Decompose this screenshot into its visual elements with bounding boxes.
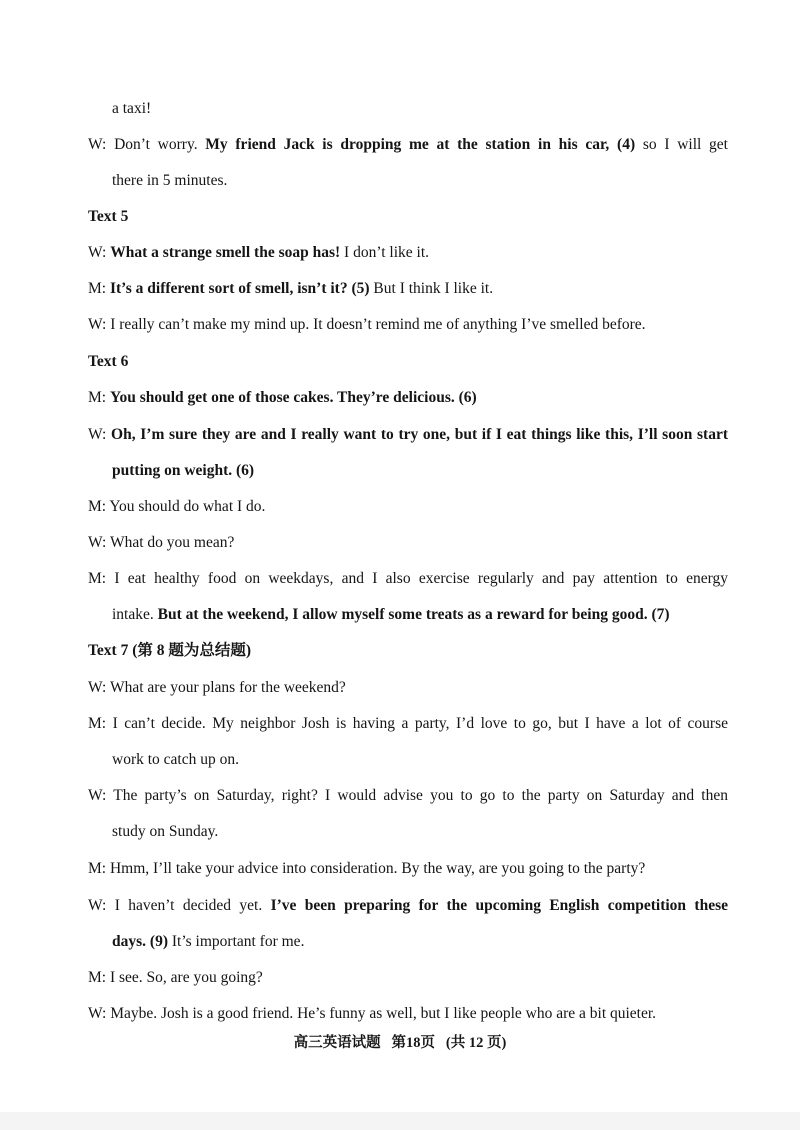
dialogue-line <box>88 714 728 734</box>
dialogue-line <box>88 279 728 299</box>
dialogue-line <box>88 425 728 445</box>
dialogue-line <box>112 822 728 842</box>
line-text: It’s important for me. <box>167 933 305 950</box>
section-heading-text-5: Text 5 <box>88 208 129 225</box>
speaker-text: W: Don’t worry. <box>88 136 206 153</box>
dialogue-line <box>88 968 728 988</box>
key-sentence: You should get one of those cakes. They’re delicious. (6) <box>109 389 477 406</box>
key-sentence: putting on weight. (6) <box>112 462 255 479</box>
line-text: M: I can’t decide. My neighbor Josh is having a party, I’d love to go, but I have a lot of course <box>88 715 728 732</box>
dialogue-line <box>112 99 728 119</box>
dialogue-line <box>88 859 728 879</box>
dialogue-line <box>112 171 728 191</box>
line-text: W: What are your plans for the weekend? <box>88 679 346 696</box>
line-text: W: Maybe. Josh is a good friend. He’s funny as well, but I like people who are a bit quieter. <box>88 1005 657 1022</box>
line-text: M: I see. So, are you going? <box>88 969 263 986</box>
line-text: M: I eat healthy food on weekdays, and I also exercise regularly and pay attention to energy <box>88 570 728 587</box>
dialogue-line <box>88 1004 728 1024</box>
key-sentence: It’s a different sort of smell, isn’t it? (5) <box>109 280 370 297</box>
line-text: so I will get <box>635 136 728 153</box>
section-heading-text-6: Text 6 <box>88 353 129 370</box>
speaker-text: M: <box>88 389 110 406</box>
dialogue-line <box>112 750 728 770</box>
key-sentence: What a strange smell the soap has! <box>110 244 341 261</box>
line-text: But I think I like it. <box>369 280 494 297</box>
line-text: there in 5 minutes. <box>112 172 228 189</box>
key-sentence: days. (9) <box>112 933 168 950</box>
speaker-text: W: <box>88 244 111 261</box>
key-sentence: My friend Jack is dropping me at the station in his car, (4) <box>205 136 636 153</box>
dialogue-line <box>88 243 728 263</box>
dialogue-line <box>88 896 728 916</box>
line-text: study on Sunday. <box>112 823 219 840</box>
dialogue-line <box>88 388 728 408</box>
section-heading-text-7: Text 7 (第 8 题为总结题) <box>88 642 252 659</box>
line-text: W: What do you mean? <box>88 534 235 551</box>
key-sentence: I’ve been preparing for the upcoming English competition these <box>270 897 728 914</box>
line-text: a taxi! <box>112 100 152 117</box>
line-text: M: You should do what I do. <box>88 498 266 515</box>
line-text: intake. <box>112 606 158 623</box>
dialogue-line <box>88 497 728 517</box>
key-sentence: But at the weekend, I allow myself some treats as a reward for being good. (7) <box>157 606 670 623</box>
line-text: M: Hmm, I’ll take your advice into consideration. By the way, are you going to the party? <box>88 860 646 877</box>
dialogue-line <box>88 315 728 335</box>
dialogue-line <box>88 569 728 589</box>
page-bottom-edge <box>0 1112 800 1130</box>
page-footer: 高三英语试题 第18页 (共 12 页) <box>293 1035 507 1051</box>
dialogue-line <box>88 786 728 806</box>
line-text: W: I really can’t make my mind up. It doesn’t remind me of anything I’ve smelled before. <box>88 316 646 333</box>
dialogue-line <box>112 605 728 625</box>
dialogue-line <box>88 533 728 553</box>
line-text: work to catch up on. <box>112 751 239 768</box>
line-text: I don’t like it. <box>340 244 430 261</box>
speaker-text: W: <box>88 426 112 443</box>
dialogue-line <box>112 461 728 481</box>
dialogue-line <box>88 678 728 698</box>
dialogue-line <box>112 932 728 952</box>
line-text: W: The party’s on Saturday, right? I would advise you to go to the party on Saturday and then <box>88 787 728 804</box>
dialogue-line <box>88 135 728 155</box>
speaker-text: M: <box>88 280 110 297</box>
speaker-text: W: I haven’t decided yet. <box>88 897 271 914</box>
key-sentence: Oh, I’m sure they are and I really want to try one, but if I eat things like this, I’ll soon start <box>111 426 728 443</box>
